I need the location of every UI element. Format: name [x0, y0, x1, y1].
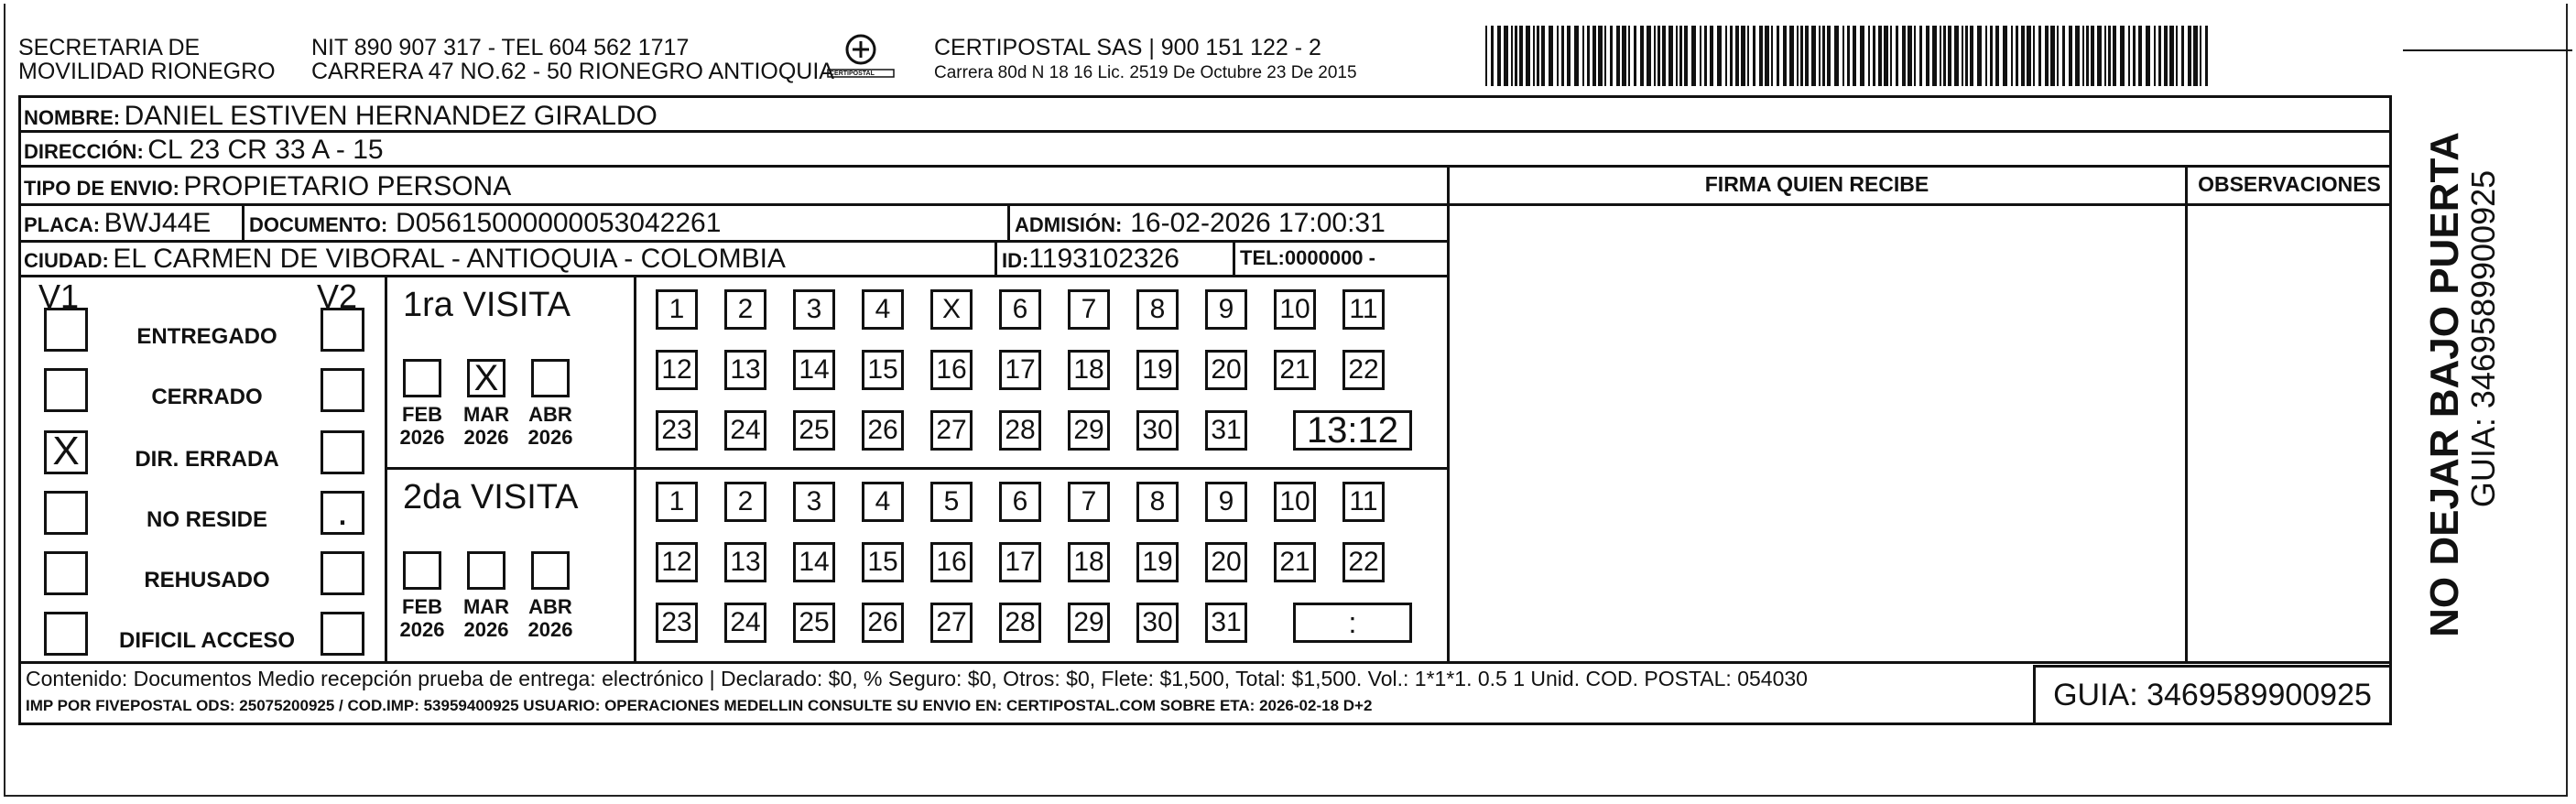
org-line2: MOVILIDAD RIONEGRO [18, 59, 276, 84]
v2-checkbox[interactable] [321, 368, 364, 412]
month-year: 2026 [399, 618, 445, 642]
day-box[interactable]: 17 [999, 542, 1041, 582]
placa-row [24, 210, 211, 237]
barcode-bar [1668, 26, 1673, 86]
admision-label: ADMISIÓN: [1015, 213, 1123, 236]
barcode-bar [2188, 26, 2191, 86]
barcode-bar [1537, 26, 1539, 86]
barcode-bar [1574, 26, 1579, 86]
barcode-bar [2113, 26, 2116, 86]
barcode-bar [1819, 26, 1821, 86]
barcode-bar [1948, 26, 1951, 86]
month-name: MAR [462, 595, 510, 618]
barcode-bar [1549, 26, 1553, 86]
barcode-bar [1684, 26, 1688, 86]
month-year: 2026 [463, 426, 509, 450]
barcode-bar [1747, 26, 1749, 86]
month-year: 2026 [527, 618, 573, 642]
barcode-bar [1884, 26, 1888, 86]
day-box[interactable]: 30 [1136, 603, 1179, 643]
ciudad-value: EL CARMEN DE VIBORAL - ANTIOQUIA - COLOMBIA [113, 244, 786, 274]
v1-checkbox[interactable] [44, 612, 88, 656]
barcode-bar [1878, 26, 1882, 86]
day-box[interactable]: 16 [930, 350, 973, 390]
day-box[interactable]: 22 [1342, 542, 1385, 582]
day-box[interactable]: 17 [999, 350, 1041, 390]
v1-heading: V1 [38, 277, 80, 315]
day-box[interactable]: 14 [793, 350, 835, 390]
day-box[interactable]: 3 [793, 482, 835, 522]
footer-imp: IMP POR FIVEPOSTAL ODS: 25075200925 / COD.IMP: 53959400925 USUARIO: OPERACIONES MEDELLIN CONSULTE SU ENVIO EN: CERTIPOSTAL.COM SOBRE ETA: 2026-02-18 D+2 [26, 697, 1373, 714]
barcode-bar [1896, 26, 1898, 86]
month-checkbox[interactable] [531, 359, 570, 397]
admision-divider [1007, 203, 1010, 240]
footer-line [18, 661, 2392, 664]
time-box[interactable]: 13:12 [1293, 410, 1412, 451]
v2-heading: V2 [317, 277, 358, 315]
barcode-bar [2181, 26, 2184, 86]
barcode-bar [2003, 26, 2007, 86]
barcode-bar [1753, 26, 1755, 86]
barcode-bar [2138, 26, 2142, 86]
col-header-line [1449, 203, 2392, 206]
barcode-bar [2038, 26, 2041, 86]
barcode-bar [1504, 26, 1508, 86]
barcode-bar [2108, 26, 2111, 86]
day-box[interactable]: 4 [862, 289, 904, 330]
logo-text: CERTIPOSTAL [830, 71, 875, 77]
nombre-value: DANIEL ESTIVEN HERNANDEZ GIRALDO [124, 101, 658, 131]
month-label [518, 403, 582, 450]
day-box[interactable]: 6 [999, 482, 1041, 522]
barcode-bar [1954, 26, 1959, 86]
status-label: CERRADO [151, 385, 263, 409]
day-box[interactable]: 13 [724, 542, 766, 582]
placa-label: PLACA: [24, 213, 101, 236]
month-checkbox[interactable] [531, 551, 570, 590]
barcode-bar [2057, 26, 2059, 86]
barcode-bar [1622, 26, 1626, 86]
barcode-bar [1587, 26, 1590, 86]
month-label [390, 403, 454, 450]
barcode-bar [1735, 26, 1739, 86]
obs-col-line [2185, 165, 2188, 661]
barcode [1485, 26, 2211, 86]
placa-value: BWJ44E [103, 208, 212, 238]
admision-row [1015, 210, 1386, 237]
status-label: DIFICIL ACCESO [118, 628, 295, 653]
day-box[interactable]: 4 [862, 482, 904, 522]
barcode-bar [1561, 26, 1564, 86]
barcode-bar [1759, 26, 1763, 86]
day-box[interactable]: 25 [793, 603, 835, 643]
barcode-bar [2164, 26, 2168, 86]
barcode-bar [1853, 26, 1856, 86]
day-box[interactable]: 18 [1068, 350, 1110, 390]
day-box[interactable]: 27 [930, 603, 973, 643]
row-line [18, 165, 2392, 168]
tel-value: 0000000 - [1284, 246, 1375, 269]
barcode-bar [1919, 26, 1922, 86]
barcode-bar [1847, 26, 1850, 86]
barcode-bar [1985, 26, 1987, 86]
ciudad-row [24, 245, 786, 273]
barcode-bar [1676, 26, 1678, 86]
observaciones-header: OBSERVACIONES [2198, 172, 2381, 196]
barcode-bar [1962, 26, 1963, 86]
status-label: NO RESIDE [146, 507, 268, 532]
barcode-bar [2104, 26, 2106, 86]
firma-col-line [1447, 165, 1450, 661]
barcode-bar [1640, 26, 1644, 86]
barcode-bar [1940, 26, 1941, 86]
barcode-bar [1541, 26, 1545, 86]
barcode-bar [1533, 26, 1535, 86]
barcode-bar [2169, 26, 2174, 86]
barcode-bar [2016, 26, 2018, 86]
v2-checkbox[interactable] [321, 430, 364, 474]
id-row [1002, 245, 1179, 273]
v2-checkbox[interactable] [321, 308, 364, 352]
barcode-bar [1771, 26, 1773, 86]
barcode-bar [1700, 26, 1701, 86]
v1-checkbox[interactable] [44, 491, 88, 535]
barcode-bar [1691, 26, 1696, 86]
barcode-bar [1616, 26, 1620, 86]
barcode-bar [1800, 26, 1803, 86]
barcode-bar [2154, 26, 2156, 86]
time-box[interactable]: : [1293, 603, 1412, 643]
barcode-bar [2033, 26, 2035, 86]
day-box[interactable]: 2 [724, 482, 766, 522]
day-box[interactable]: 23 [656, 410, 698, 451]
direccion-row [24, 136, 384, 164]
admision-value: 16-02-2026 17:00:31 [1130, 208, 1386, 238]
id-label: ID: [1002, 249, 1029, 272]
day-box[interactable]: 21 [1274, 350, 1316, 390]
barcode-bar [2091, 26, 2094, 86]
barcode-bar [1995, 26, 1999, 86]
day-box[interactable]: 21 [1274, 542, 1316, 582]
barcode-bar [1604, 26, 1606, 86]
barcode-bar [2027, 26, 2031, 86]
barcode-bar [1526, 26, 1530, 86]
barcode-bar [2176, 26, 2178, 86]
barcode-bar [1610, 26, 1613, 86]
day-box[interactable]: 18 [1068, 542, 1110, 582]
barcode-bar [2120, 26, 2125, 86]
barcode-bar [1873, 26, 1875, 86]
barcode-bar [1990, 26, 1993, 86]
barcode-bar [1704, 26, 1707, 86]
day-box[interactable]: 16 [930, 542, 973, 582]
day-box[interactable]: 3 [793, 289, 835, 330]
barcode-bar [1822, 26, 1825, 86]
barcode-bar [1970, 26, 1973, 86]
day-box[interactable]: 8 [1136, 482, 1179, 522]
day-box[interactable]: 24 [724, 603, 766, 643]
v1-checkbox[interactable] [44, 308, 88, 352]
barcode-bar [1777, 26, 1779, 86]
month-name: FEB [402, 595, 442, 618]
direccion-value: CL 23 CR 33 A - 15 [147, 135, 384, 165]
barcode-bar [1914, 26, 1916, 86]
documento-value: D05615000000053042261 [396, 208, 722, 238]
ciudad-label: CIUDAD: [24, 249, 109, 272]
day-box[interactable]: 26 [862, 410, 904, 451]
barcode-bar [1658, 26, 1660, 86]
day-box[interactable]: 30 [1136, 410, 1179, 451]
barcode-bar [1567, 26, 1571, 86]
status-label: DIR. ERRADA [135, 447, 279, 472]
placa-divider [242, 203, 245, 240]
direccion-label: DIRECCIÓN: [24, 140, 144, 163]
day-box[interactable]: 11 [1342, 482, 1385, 522]
firma-header: FIRMA QUIEN RECIBE [1704, 172, 1929, 196]
day-box[interactable]: 29 [1068, 410, 1110, 451]
barcode-bar [1679, 26, 1682, 86]
barcode-bar [1647, 26, 1651, 86]
barcode-bar [2082, 26, 2084, 86]
barcode-bar [2193, 26, 2198, 86]
side-guia: GUIA: 3469589900925 [2464, 169, 2502, 508]
barcode-bar [1730, 26, 1733, 86]
row-line [18, 203, 1449, 206]
barcode-bar [2045, 26, 2049, 86]
barcode-bar [2097, 26, 2102, 86]
company-line1: CERTIPOSTAL SAS | 900 151 122 - 2 [934, 35, 1321, 60]
barcode-bar [1741, 26, 1745, 86]
barcode-bar [1783, 26, 1787, 86]
id-value: 1193102326 [1028, 244, 1179, 274]
status-label: ENTREGADO [136, 324, 277, 349]
month-year: 2026 [463, 618, 509, 642]
visit1-title: 1ra VISITA [403, 286, 571, 324]
tel-divider [1233, 240, 1235, 275]
day-box[interactable]: 27 [930, 410, 973, 451]
v2-checkbox[interactable] [321, 612, 364, 656]
day-box[interactable]: 22 [1342, 350, 1385, 390]
month-label [454, 595, 518, 642]
month-checkbox[interactable] [467, 551, 505, 590]
day-box[interactable]: 1 [656, 289, 698, 330]
visit2-title: 2da VISITA [403, 478, 579, 516]
month-name: FEB [402, 403, 442, 426]
barcode-bar [1598, 26, 1603, 86]
barcode-bar [1511, 26, 1513, 86]
tipo-value: PROPIETARIO PERSONA [183, 171, 512, 201]
day-box[interactable]: 28 [999, 603, 1041, 643]
day-box[interactable]: 9 [1205, 482, 1247, 522]
day-box[interactable]: 2 [724, 289, 766, 330]
month-label [454, 403, 518, 450]
barcode-bar [1908, 26, 1912, 86]
month-year: 2026 [399, 426, 445, 450]
barcode-bar [2011, 26, 2013, 86]
day-box[interactable]: 1 [656, 482, 698, 522]
barcode-bar [1717, 26, 1722, 86]
barcode-bar [1582, 26, 1584, 86]
month-checkbox[interactable] [403, 551, 441, 590]
status-label: REHUSADO [144, 568, 270, 592]
barcode-bar [2205, 26, 2208, 86]
nit-line2: CARRERA 47 NO.62 - 50 RIONEGRO ANTIOQUIA [311, 59, 834, 84]
day-box[interactable]: 7 [1068, 289, 1110, 330]
barcode-bar [1811, 26, 1816, 86]
nombre-row [24, 103, 658, 130]
barcode-bar [1797, 26, 1799, 86]
day-box[interactable]: 20 [1205, 542, 1247, 582]
documento-label: DOCUMENTO: [249, 213, 388, 236]
visit-separator [385, 467, 1449, 470]
barcode-bar [2086, 26, 2089, 86]
tipo-label: TIPO DE ENVIO: [24, 177, 179, 200]
day-box[interactable]: 25 [793, 410, 835, 451]
day-box[interactable]: 19 [1136, 350, 1179, 390]
day-box[interactable]: 31 [1205, 603, 1247, 643]
barcode-bar [1497, 26, 1501, 86]
day-box[interactable]: 12 [656, 350, 698, 390]
barcode-bar [1725, 26, 1727, 86]
month-checkbox[interactable] [403, 359, 441, 397]
documento-row [249, 210, 721, 237]
org-line1: SECRETARIA DE [18, 35, 201, 60]
footer-content: Contenido: Documentos Medio recepción prueba de entrega: electrónico | Declarado: $0, % Seguro: $0, Otros: $0, Flete: $1,500, Total: $1,500. Vol.: 1*1*1. 0.5 1 Unid. COD. POSTAL: 054030 [26, 667, 1808, 690]
day-box[interactable]: 5 [930, 482, 973, 522]
barcode-bar [1842, 26, 1844, 86]
barcode-bar [1485, 26, 1487, 86]
barcode-bar [2069, 26, 2072, 86]
barcode-bar [1634, 26, 1636, 86]
day-box[interactable]: 12 [656, 542, 698, 582]
month-name: ABR [528, 403, 572, 426]
barcode-bar [1491, 26, 1494, 86]
day-box[interactable]: 24 [724, 410, 766, 451]
day-box[interactable]: 9 [1205, 289, 1247, 330]
barcode-bar [1834, 26, 1839, 86]
nombre-label: NOMBRE: [24, 106, 121, 129]
day-box[interactable]: 6 [999, 289, 1041, 330]
month-checkbox[interactable]: X [467, 359, 505, 397]
barcode-bar [2062, 26, 2065, 86]
day-box[interactable]: 13 [724, 350, 766, 390]
barcode-bar [1628, 26, 1630, 86]
barcode-bar [1654, 26, 1656, 86]
v1-checkbox[interactable]: X [44, 430, 88, 474]
day-box[interactable]: 8 [1136, 289, 1179, 330]
barcode-bar [1789, 26, 1794, 86]
barcode-bar [1519, 26, 1523, 86]
id-divider [995, 240, 997, 275]
month-name: MAR [462, 403, 510, 426]
barcode-bar [2128, 26, 2130, 86]
month-label [390, 595, 454, 642]
day-box[interactable]: 20 [1205, 350, 1247, 390]
barcode-bar [2133, 26, 2136, 86]
barcode-bar [1592, 26, 1596, 86]
barcode-bar [1557, 26, 1559, 86]
barcode-bar [1932, 26, 1937, 86]
barcode-bar [1965, 26, 1968, 86]
day-box[interactable]: 10 [1274, 289, 1316, 330]
v1-checkbox[interactable] [44, 551, 88, 595]
row-line [18, 275, 1449, 277]
day-box[interactable]: X [930, 289, 973, 330]
barcode-bar [2146, 26, 2150, 86]
barcode-bar [1943, 26, 1946, 86]
day-box[interactable]: 14 [793, 542, 835, 582]
company-line2: Carrera 80d N 18 16 Lic. 2519 De Octubre 23 De 2015 [934, 63, 1357, 82]
barcode-bar [1902, 26, 1906, 86]
barcode-bar [1977, 26, 1982, 86]
v1-checkbox[interactable] [44, 368, 88, 412]
day-box[interactable]: 23 [656, 603, 698, 643]
day-box[interactable]: 19 [1136, 542, 1179, 582]
barcode-bar [1827, 26, 1831, 86]
barcode-bar [1662, 26, 1666, 86]
top-edge-line [2403, 49, 2572, 51]
barcode-bar [1890, 26, 1892, 86]
barcode-bar [2050, 26, 2055, 86]
day-box[interactable]: 15 [862, 542, 904, 582]
side-warning: NO DEJAR BAJO PUERTA [2422, 132, 2467, 637]
barcode-bar [2200, 26, 2201, 86]
day-box[interactable]: 29 [1068, 603, 1110, 643]
barcode-bar [2075, 26, 2080, 86]
barcode-bar [1710, 26, 1713, 86]
day-box[interactable]: 26 [862, 603, 904, 643]
day-box[interactable]: 7 [1068, 482, 1110, 522]
nit-line1: NIT 890 907 317 - TEL 604 562 1717 [311, 35, 690, 60]
tipo-row [24, 173, 511, 201]
day-box[interactable]: 10 [1274, 482, 1316, 522]
month-name: ABR [528, 595, 572, 618]
v2-checkbox[interactable]: . [321, 491, 364, 535]
tel-row [1240, 248, 1375, 268]
barcode-bar [1515, 26, 1517, 86]
certipostal-logo [824, 29, 897, 84]
barcode-bar [2021, 26, 2025, 86]
month-year: 2026 [527, 426, 573, 450]
barcode-bar [1805, 26, 1809, 86]
month-label [518, 595, 582, 642]
footer-guia: GUIA: 3469589900925 [2053, 678, 2372, 712]
v2-checkbox[interactable] [321, 551, 364, 595]
tel-label: TEL: [1240, 246, 1285, 269]
day-box[interactable]: 15 [862, 350, 904, 390]
day-box[interactable]: 31 [1205, 410, 1247, 451]
barcode-bar [1868, 26, 1870, 86]
barcode-bar [1765, 26, 1769, 86]
barcode-bar [1860, 26, 1864, 86]
barcode-bar [1926, 26, 1929, 86]
day-box[interactable]: 11 [1342, 289, 1385, 330]
barcode-bar [2158, 26, 2161, 86]
day-box[interactable]: 28 [999, 410, 1041, 451]
